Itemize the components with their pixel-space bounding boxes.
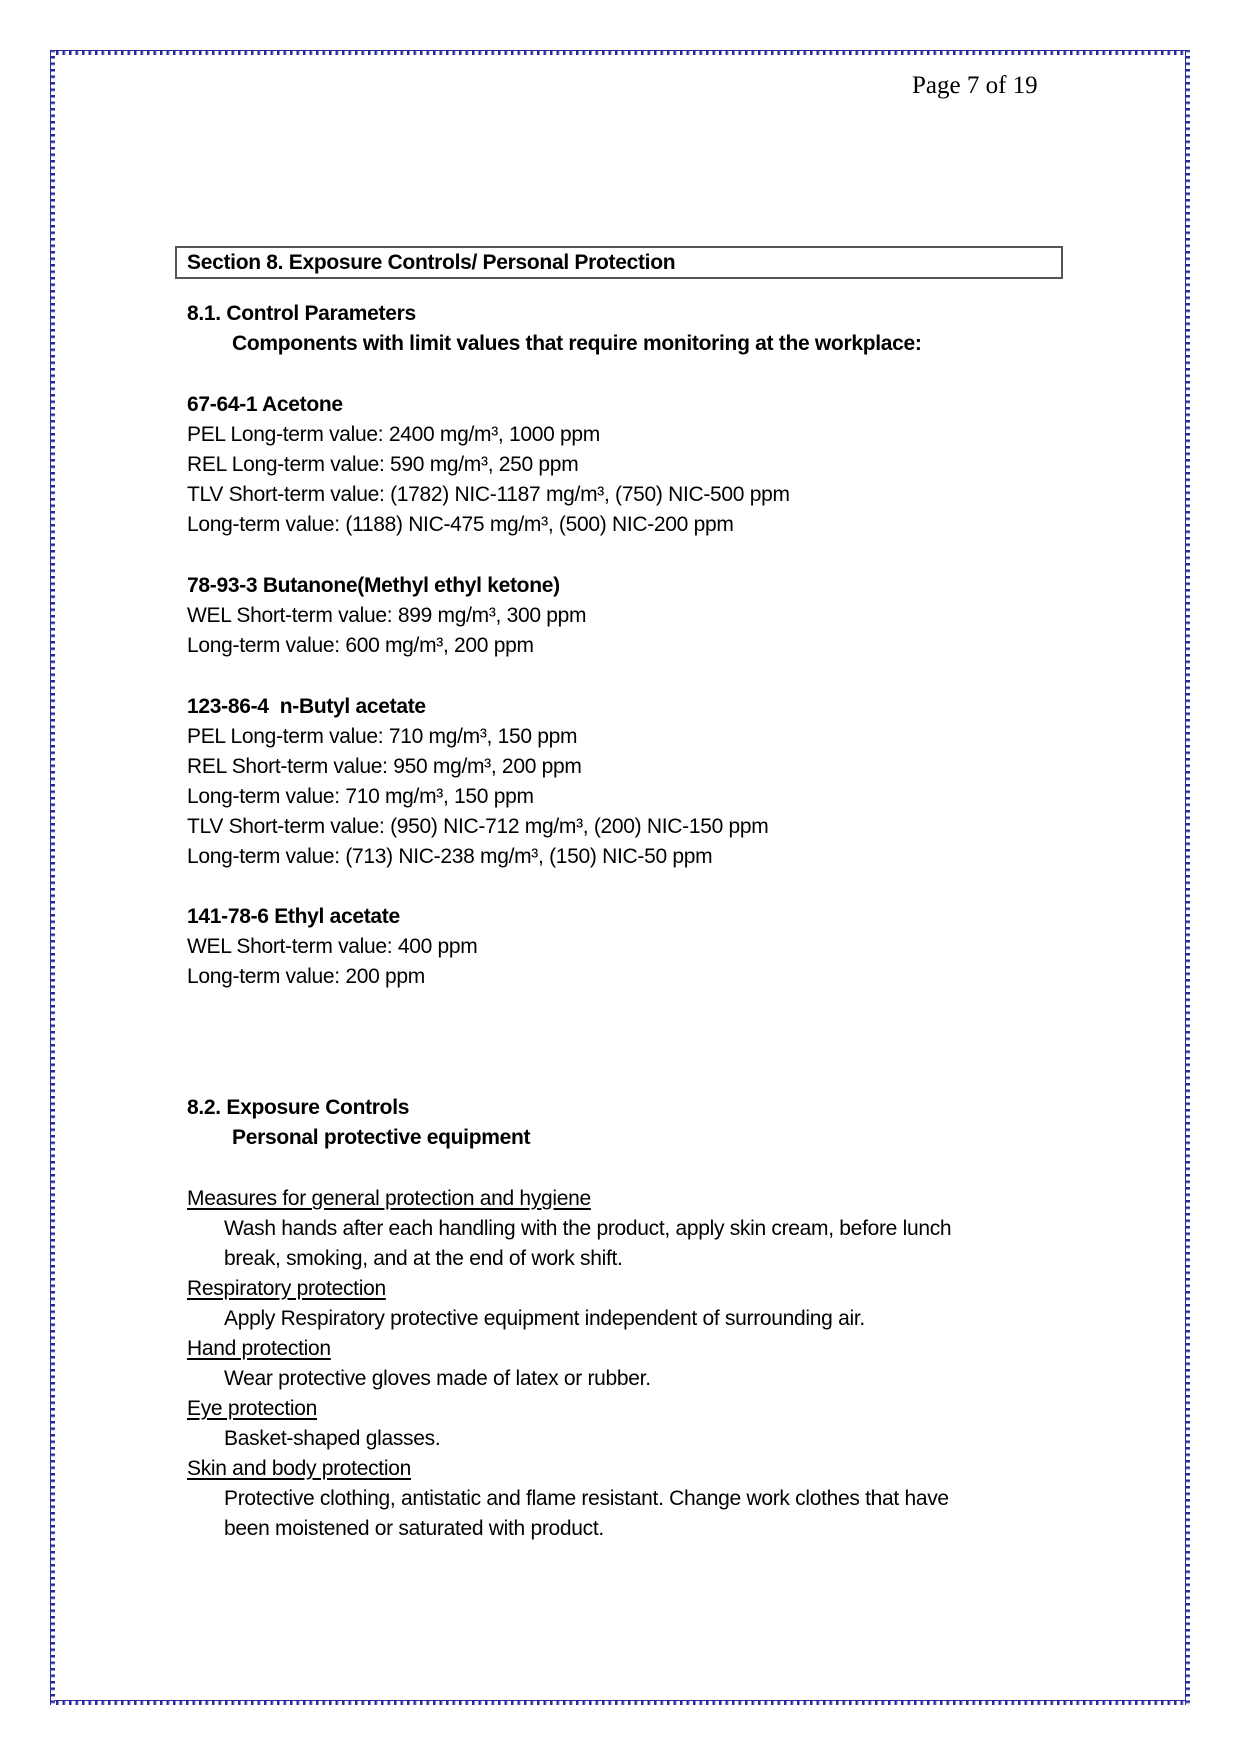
section-title: Section 8. Exposure Controls/ Personal Protection [175, 246, 1063, 279]
ppe-item-text: Basket-shaped glasses. [224, 1427, 441, 1450]
page-border-bottom [50, 1700, 1190, 1705]
limit-value-line: PEL Long-term value: 710 mg/m³, 150 ppm [187, 725, 578, 748]
limit-value-line: REL Long-term value: 590 mg/m³, 250 ppm [187, 453, 579, 476]
ppe-item-text: break, smoking, and at the end of work shift. [224, 1247, 623, 1270]
ppe-item-title: Respiratory protection [187, 1277, 386, 1300]
component-name: 78-93-3 Butanone(Methyl ethyl ketone) [187, 574, 560, 597]
limit-value-line: TLV Short-term value: (1782) NIC-1187 mg/m³, (750) NIC-500 ppm [187, 483, 790, 506]
limit-value-line: WEL Short-term value: 899 mg/m³, 300 ppm [187, 604, 587, 627]
ppe-item-text: Wear protective gloves made of latex or rubber. [224, 1367, 651, 1390]
ppe-item-text: Wash hands after each handling with the product, apply skin cream, before lunch [224, 1217, 952, 1240]
limit-value-line: Long-term value: (1188) NIC-475 mg/m³, (500) NIC-200 ppm [187, 513, 734, 536]
limit-value-line: PEL Long-term value: 2400 mg/m³, 1000 ppm [187, 423, 600, 446]
limit-value-line: Long-term value: 710 mg/m³, 150 ppm [187, 785, 534, 808]
limit-value-line: Long-term value: 200 ppm [187, 965, 425, 988]
control-parameters-subheading: Components with limit values that require monitoring at the workplace: [232, 332, 922, 355]
page-border-top [50, 50, 1190, 55]
limit-value-line: REL Short-term value: 950 mg/m³, 200 ppm [187, 755, 582, 778]
exposure-controls-subheading: Personal protective equipment [232, 1126, 531, 1149]
exposure-controls-heading: 8.2. Exposure Controls [187, 1096, 410, 1119]
ppe-item-title: Eye protection [187, 1397, 318, 1420]
control-parameters-heading: 8.1. Control Parameters [187, 302, 416, 325]
component-name: 67-64-1 Acetone [187, 393, 343, 416]
limit-value-line: TLV Short-term value: (950) NIC-712 mg/m³, (200) NIC-150 ppm [187, 815, 769, 838]
component-name: 123-86-4 n-Butyl acetate [187, 695, 426, 718]
ppe-item-title: Measures for general protection and hygiene [187, 1187, 591, 1210]
limit-value-line: Long-term value: 600 mg/m³, 200 ppm [187, 634, 534, 657]
limit-value-line: Long-term value: (713) NIC-238 mg/m³, (150) NIC-50 ppm [187, 845, 713, 868]
ppe-item-text: been moistened or saturated with product. [224, 1517, 604, 1540]
page-border-left [50, 50, 55, 1705]
ppe-item-text: Apply Respiratory protective equipment independent of surrounding air. [224, 1307, 865, 1330]
component-name: 141-78-6 Ethyl acetate [187, 905, 400, 928]
page-border-right [1185, 50, 1190, 1705]
page-number: Page 7 of 19 [912, 72, 1038, 99]
ppe-item-text: Protective clothing, antistatic and flame resistant. Change work clothes that have [224, 1487, 949, 1510]
ppe-item-title: Hand protection [187, 1337, 331, 1360]
ppe-item-title: Skin and body protection [187, 1457, 411, 1480]
limit-value-line: WEL Short-term value: 400 ppm [187, 935, 478, 958]
